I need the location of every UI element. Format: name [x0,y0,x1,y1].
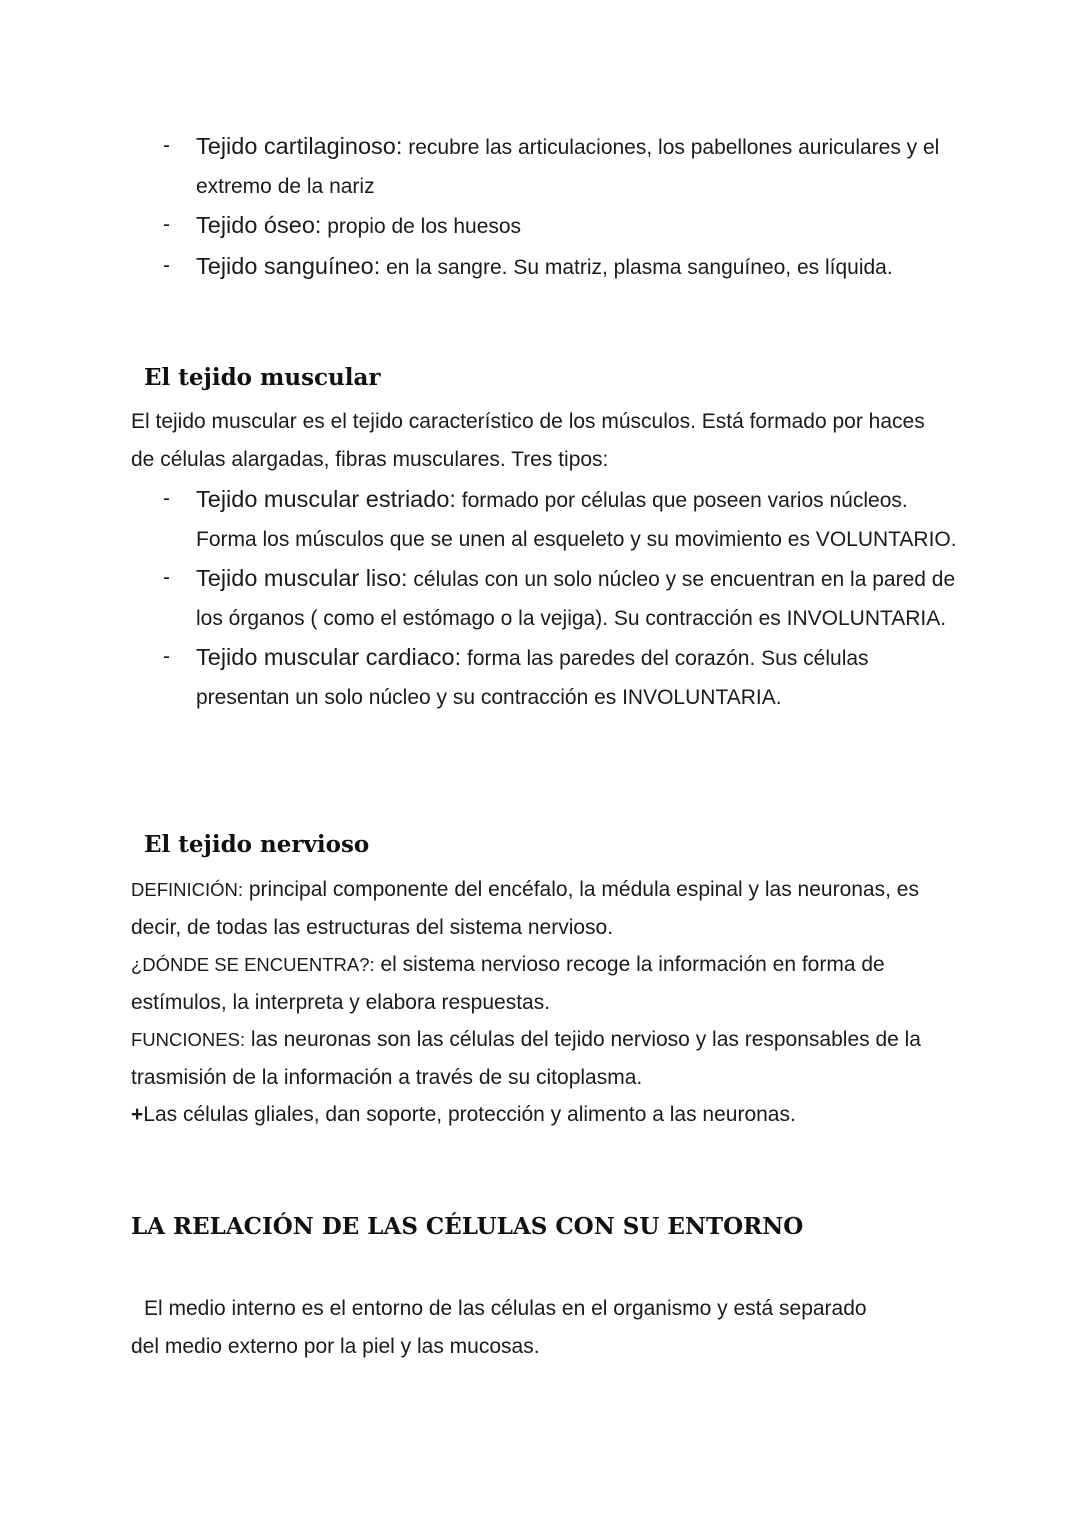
nervioso-heading: El tejido nervioso [144,831,370,858]
nervioso-gliales: +Las células gliales, dan soporte, protección y alimento a las neuronas. [131,1103,796,1126]
list-item: - Tejido sanguíneo: en la sangre. Su matriz, plasma sanguíneo, es líquida. [163,252,893,279]
list-item: - Tejido cartilaginoso: recubre las articulaciones, los pabellones auriculares y el extremo de la nariz [163,133,940,198]
list-item: - Tejido muscular liso: células con un solo núcleo y se encuentran en la pared de los órganos ( como el estómago o la vejiga). Su contracción es INVOLUNTARIA. [163,565,956,630]
list-item: - Tejido muscular cardiaco: forma las paredes del corazón. Sus células presentan un solo núcleo y su contracción es INVOLUNTARIA. [163,644,869,709]
connective-tissue-list [131,127,961,287]
muscular-heading: El tejido muscular [144,364,381,391]
nervioso-definicion: DEFINICIÓN: principal componente del encéfalo, la médula espinal y las neuronas, es decir, de todas las estructuras del sistema nervioso. [131,878,919,939]
list-item: - Tejido muscular estriado: formado por células que poseen varios núcleos. Forma los músculos que se unen al esqueleto y su movimiento es VOLUNTARIO. [163,486,957,551]
list-item: - Tejido óseo: propio de los huesos [163,212,522,238]
muscular-intro: El tejido muscular es el tejido característico de los músculos. Está formado por haces de células alargadas, fibras musculares. Tres tipos: [131,410,925,471]
plus-mark: + [131,1103,144,1126]
muscular-types-list [131,480,961,717]
relacion-heading: LA RELACIÓN DE LAS CÉLULAS CON SU ENTORNO [131,1213,804,1240]
nervioso-funciones: FUNCIONES: las neuronas son las células del tejido nervioso y las responsables de la trasmisión de la información a través de su citoplasma. [131,1028,921,1089]
nervioso-donde: ¿DÓNDE SE ENCUENTRA?: el sistema nervioso recoge la información en forma de estímulos, la interpreta y elabora respuestas. [131,953,885,1014]
relacion-paragraph: El medio interno es el entorno de las células en el organismo y está separado del medio externo por la piel y las mucosas. [131,1297,867,1358]
